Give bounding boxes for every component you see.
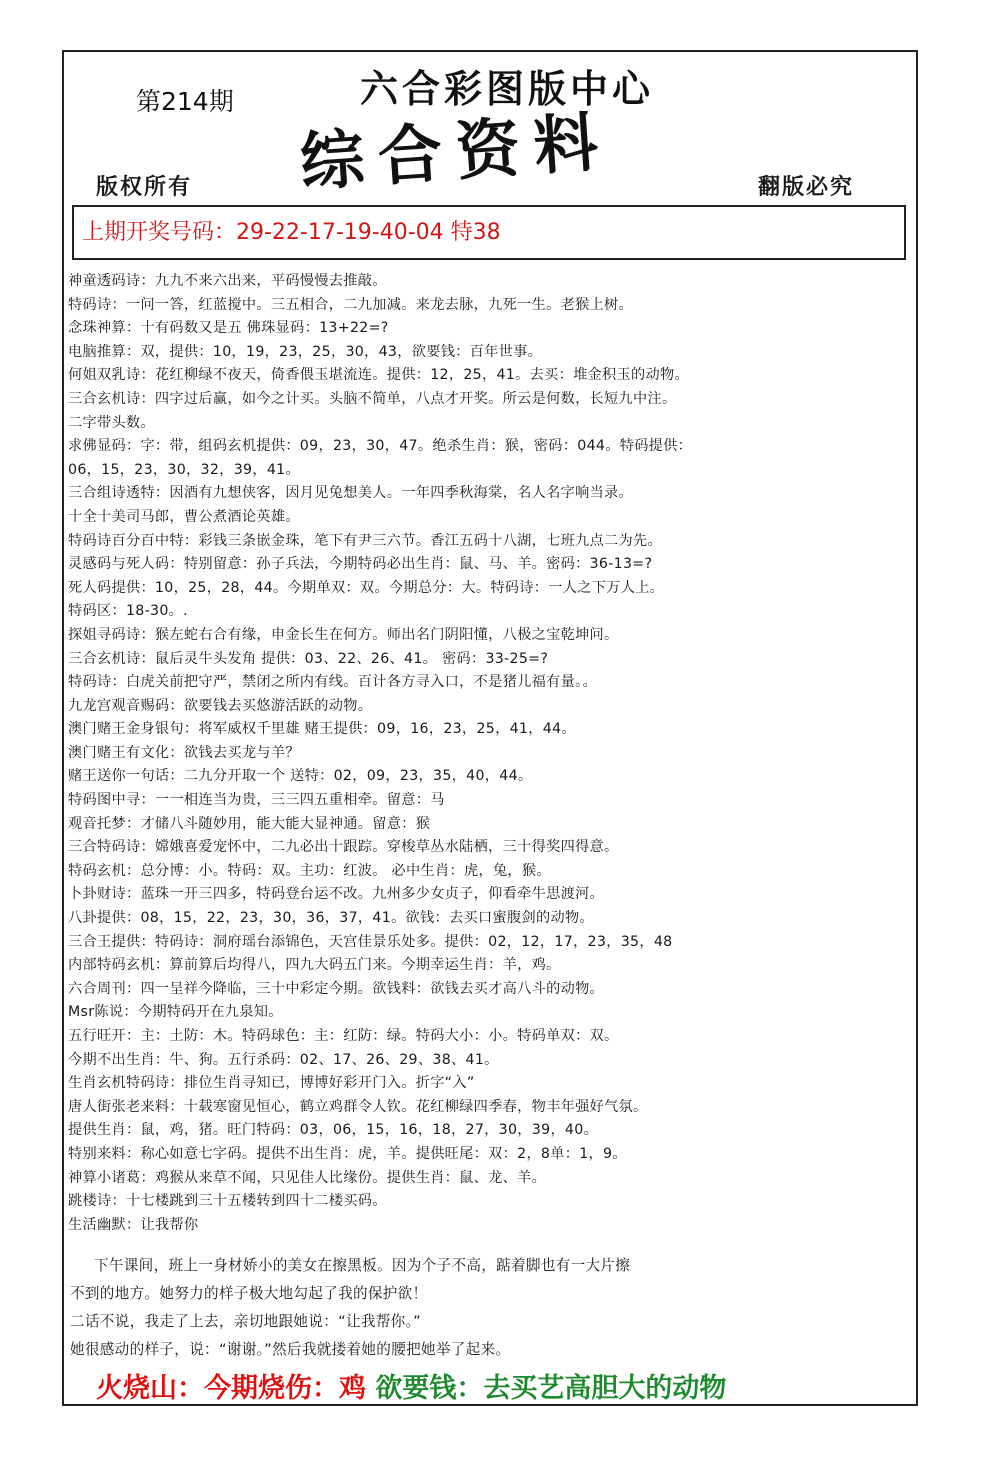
tip-line: 五行旺开：主：土防：木。特码球色：主：红防：绿。特码大小：小。特码单双：双。 [68, 1028, 619, 1044]
bottom-banner [96, 1366, 726, 1405]
tips-content [68, 270, 910, 1237]
copyright-right: 翻版必究 [758, 174, 855, 200]
tip-line: 念珠神算：十有码数又是五 佛珠显码：13+22=? [68, 320, 389, 337]
tip-line: 赌王送你一句话：二九分开取一个 送特：02，09，23，35，40，44。 [68, 768, 533, 785]
story-line: 下午课间，班上一身材娇小的美女在擦黑板。因为个子不高，踮着脚也有一大片擦 [94, 1257, 631, 1274]
tip-line: 九龙宫观音赐码：欲要钱去买悠游活跃的动物。 [68, 697, 373, 714]
tip-line: 三合玄机诗：鼠后灵牛头发角 提供：03、22、26、41。 密码：33-25=? [68, 650, 549, 667]
tip-line: 二字带头数。 [68, 414, 155, 431]
tip-line: 三合组诗透特：因酒有九想侠客，因月见兔想美人。一年四季秋海棠，名人名字响当录。 [68, 485, 634, 502]
tip-line: 特码玄机：总分博：小。特码：双。主功：红波。 必中生肖：虎，兔，猴。 [68, 862, 551, 879]
tip-line: 特别来料：称心如意七字码。提供不出生肖：虎，羊。提供旺尾：双：2，8单：1，9。 [68, 1145, 627, 1162]
copyright-left: 版权所有 [96, 174, 193, 200]
tip-line: 特码区：18-30。. [68, 603, 188, 620]
tip-line: Msr陈说：今期特码开在九泉知。 [68, 1004, 283, 1021]
bottom-red-text: 火烧山：今期烧伤：鸡 [96, 1373, 366, 1404]
tip-line: 生活幽默：让我帮你 [68, 1216, 199, 1233]
tip-line: 跳楼诗：十七楼跳到三十五楼转到四十二楼买码。 [68, 1193, 387, 1210]
tip-line: 特码诗百分百中特：彩钱三条嵌金珠，笔下有尹三六节。香江五码十八湖，七班九点二为先。 [68, 532, 662, 549]
tip-line: 求佛显码：字：带，组码玄机提供：09，23，30，47。绝杀生肖：猴，密码：044。特码提供： [68, 438, 693, 455]
story-line: 二话不说，我走了上去，亲切地跟她说：“让我帮你。” [70, 1313, 421, 1330]
humor-story [70, 1252, 910, 1364]
story-line: 她很感动的样子，说：“谢谢。”然后我就搂着她的腰把她举了起来。 [70, 1341, 511, 1358]
tip-line: 三合玄机诗：四字过后赢，如今之计买。头脑不简单，八点才开奖。所云是何数，长短九中注。 [68, 390, 677, 407]
tip-line: 特码诗：一问一答，红蓝搅中。三五相合，二九加减。来龙去脉，九死一生。老猴上树。 [68, 296, 634, 313]
tip-line: 06，15，23，30，32，39，41。 [68, 461, 300, 478]
tip-line: 何姐双乳诗：花红柳绿不夜天，倚香偎玉堪流连。提供：12，25，41。去买：堆金积玉的动物。 [68, 367, 689, 384]
issue-number: 第214期 [136, 87, 234, 116]
tip-line: 生肖玄机特码诗：排位生肖寻知已，博博好彩开门入。折字“入” [68, 1075, 475, 1092]
bottom-green-text: 欲要钱：去买艺高胆大的动物 [375, 1373, 727, 1404]
tip-line: 提供生肖：鼠，鸡，猪。旺门特码：03，06，15，16，18，27，30，39，40。 [68, 1122, 599, 1139]
last-result-text: 上期开奖号码：29-22-17-19-40-04 特38 [82, 220, 501, 245]
tip-line: 三合王提供：特码诗：洞府瑶台添锦色，天宫佳景乐处多。提供：02，12，17，23，35，48 [68, 933, 673, 950]
story-line: 不到的地方。她努力的样子极大地勾起了我的保护欲！ [70, 1285, 428, 1302]
tip-line: 神算小诸葛：鸡猴从来草不闻，只见佳人比缘份。提供生肖：鼠、龙、羊。 [68, 1169, 547, 1186]
tip-line: 唐人街张老来料：十载寒窗见恒心，鹤立鸡群令人钦。花红柳绿四季春，物丰年强好气氛。 [68, 1098, 648, 1115]
publication-title: 六合彩图版中心 [360, 66, 655, 111]
tip-line: 特码图中寻：一一相连当为贵，三三四五重相牵。留意：马 [68, 792, 445, 809]
tip-line: 神童透码诗：九九不来六出来，平码慢慢去推敲。 [68, 273, 387, 289]
tip-line: 卜卦财诗：蓝珠一开三四多，特码登台运不改。九州多少女贞子，仰看牵牛思渡河。 [68, 886, 605, 903]
tip-line: 三合特码诗：嫦娥喜爱宠怀中，二九必出十跟踪。穿梭草丛水陆栖，三十得奖四得意。 [68, 839, 619, 856]
tip-line: 六合周刊：四一呈祥今降临，三十中彩定今期。欲钱料：欲钱去买才高八斗的动物。 [68, 980, 605, 997]
tip-line: 电脑推算：双，提供：10，19，23，25，30，43，欲要钱：百年世事。 [68, 343, 543, 360]
tip-line: 灵感码与死人码：特别留意：孙子兵法，今期特码必出生肖：鼠、马、羊。密码：36-13=? [68, 556, 653, 573]
tip-line: 特码诗：白虎关前把守严，禁闭之所内有线。百计各方寻入口，不是猪儿福有量。。 [68, 674, 597, 691]
tip-line: 探姐寻码诗：猴左蛇右合有缘，申金长生在何方。师出名门阴阳懂，八极之宝乾坤问。 [68, 626, 619, 643]
tip-line: 今期不出生肖：牛、狗。五行杀码：02、17、26、29、38、41。 [68, 1051, 499, 1068]
tip-line: 死人码提供：10，25，28，44。今期单双：双。今期总分：大。特码诗：一人之下万人上。 [68, 579, 665, 596]
tip-line: 澳门赌王金身银句：将军威权千里雄 赌王提供：09，16，23，25，41，44。 [68, 721, 576, 738]
tip-line: 内部特码玄机：算前算后均得八，四九大码五门来。今期幸运生肖：羊，鸡。 [68, 957, 561, 974]
tip-line: 澳门赌王有文化：欲钱去买龙与羊？ [68, 744, 300, 761]
tip-line: 八卦提供：08，15，22，23，30，36，37，41。欲钱：去买口蜜腹剑的动物。 [68, 910, 594, 927]
tip-line: 观音托梦：才储八斗随妙用，能大能大显神通。留意：猴 [68, 815, 431, 832]
main-title: 综合资料 [297, 104, 615, 201]
tip-line: 十全十美司马郎，曹公煮酒论英雄。 [68, 508, 300, 525]
